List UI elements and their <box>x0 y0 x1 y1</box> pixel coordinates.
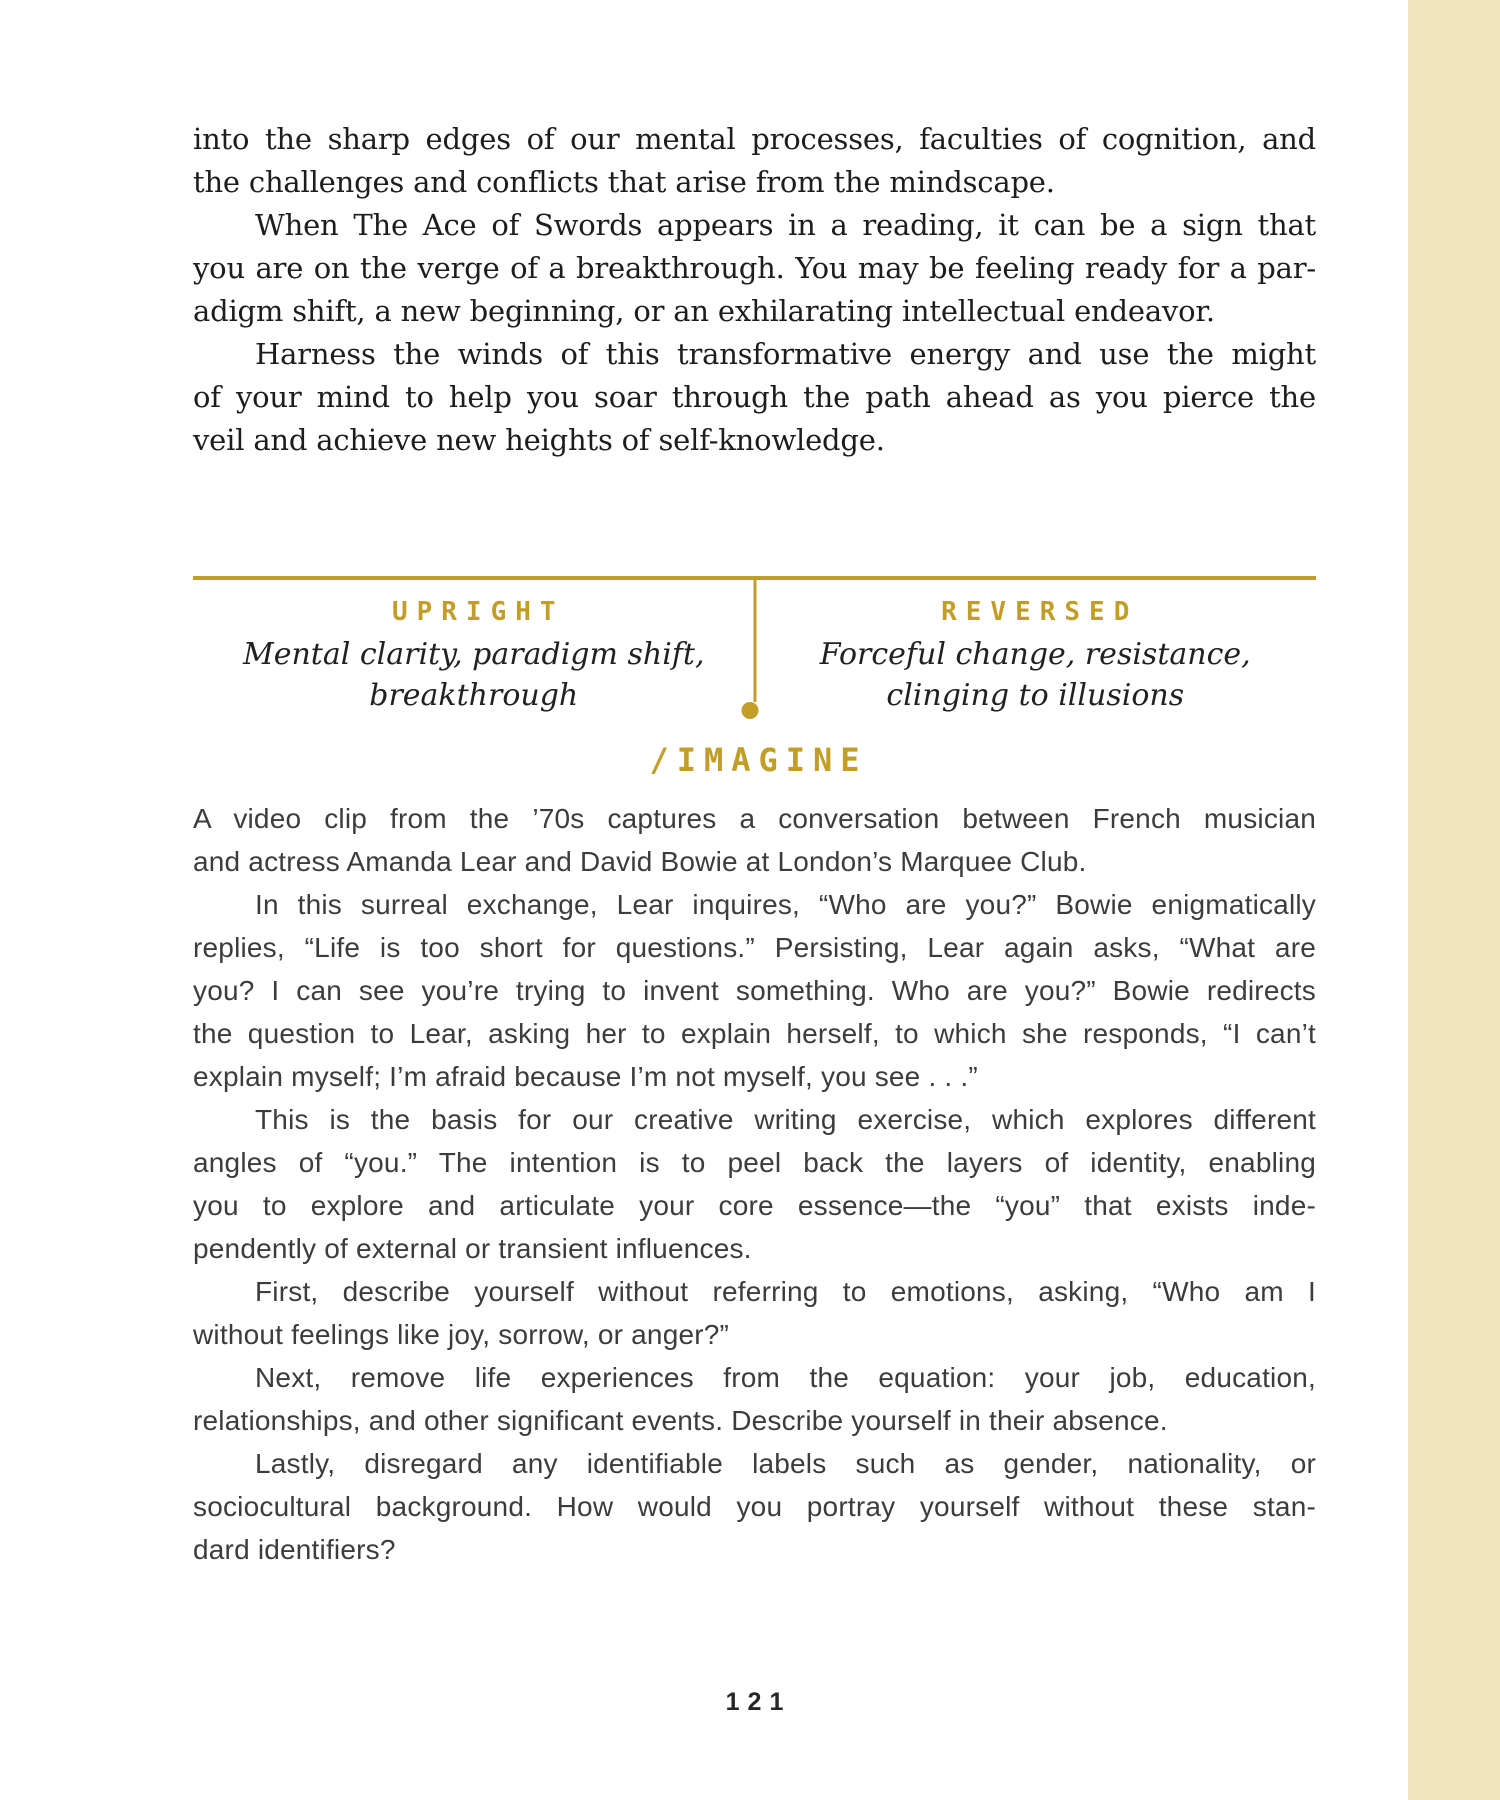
text-line: This is the basis for our creative writing exercise, which explores different <box>255 1104 1316 1135</box>
text-line: pendently of external or transient influences. <box>193 1233 752 1264</box>
text-line: you? I can see you’re trying to invent something. Who are you?” Bowie redirects <box>193 975 1316 1006</box>
text-line: adigm shift, a new beginning, or an exhilarating intellectual endeavor. <box>193 294 1215 328</box>
text-line: Next, remove life experiences from the equation: your job, education, <box>255 1362 1316 1393</box>
reversed-column <box>755 580 1317 716</box>
text-line: into the sharp edges of our mental processes, faculties of cognition, and <box>193 122 1316 156</box>
text-line: relationships, and other significant events. Describe yourself in their absence. <box>193 1405 1168 1436</box>
reversed-heading: REVERSED <box>941 597 1139 627</box>
text-line: replies, “Life is too short for questions.” Persisting, Lear again asks, “What are <box>193 932 1316 963</box>
text-line: Lastly, disregard any identifiable labels such as gender, nationality, or <box>255 1448 1316 1479</box>
keyword-line: Forceful change, resistance, <box>819 637 1251 672</box>
intro-text-block <box>193 118 1316 462</box>
text-line: First, describe yourself without referring to emotions, asking, “Who am I <box>255 1276 1316 1307</box>
text-line: angles of “you.” The intention is to peel back the layers of identity, enabling <box>193 1147 1316 1178</box>
text-line: the question to Lear, asking her to explain herself, to which she responds, “I can’t <box>193 1018 1316 1049</box>
upright-keywords <box>193 634 755 716</box>
page-edge-strip <box>1408 0 1500 1800</box>
text-line: without feelings like joy, sorrow, or anger?” <box>193 1319 730 1350</box>
divider-rule-vertical <box>753 576 756 702</box>
text-line: of your mind to help you soar through the path ahead as you pierce the <box>193 380 1316 414</box>
upright-heading: UPRIGHT <box>391 597 565 627</box>
imagine-text-block <box>193 797 1316 1571</box>
text-line: When The Ace of Swords appears in a reading, it can be a sign that <box>255 208 1316 242</box>
keyword-line: Mental clarity, paradigm shift, <box>243 637 705 672</box>
keyword-line: clinging to illusions <box>886 678 1185 713</box>
text-line: sociocultural background. How would you portray yourself without these stan- <box>193 1491 1316 1522</box>
text-line: In this surreal exchange, Lear inquires, “Who are you?” Bowie enigmatically <box>255 889 1316 920</box>
text-line: dard identifiers? <box>193 1534 396 1565</box>
keyword-line: breakthrough <box>369 678 579 713</box>
text-line: you to explore and articulate your core essence—the “you” that exists inde- <box>193 1190 1316 1221</box>
text-line: and actress Amanda Lear and David Bowie at London’s Marquee Club. <box>193 846 1087 877</box>
imagine-heading: /IMAGINE <box>649 741 868 779</box>
text-line: Harness the winds of this transformative energy and use the might <box>255 337 1316 371</box>
divider-end-dot <box>742 702 759 719</box>
text-line: explain myself; I’m afraid because I’m not myself, you see . . .” <box>193 1061 978 1092</box>
text-line: you are on the verge of a breakthrough. You may be feeling ready for a par- <box>193 251 1316 285</box>
reversed-keywords <box>755 634 1317 716</box>
text-line: veil and achieve new heights of self-knowledge. <box>193 423 885 457</box>
page-number: 121 <box>725 1688 792 1716</box>
upright-column <box>193 580 755 716</box>
card-meanings-section <box>193 576 1316 716</box>
text-line: the challenges and conflicts that arise from the mindscape. <box>193 165 1055 199</box>
text-line: A video clip from the ’70s captures a conversation between French musician <box>193 803 1316 834</box>
